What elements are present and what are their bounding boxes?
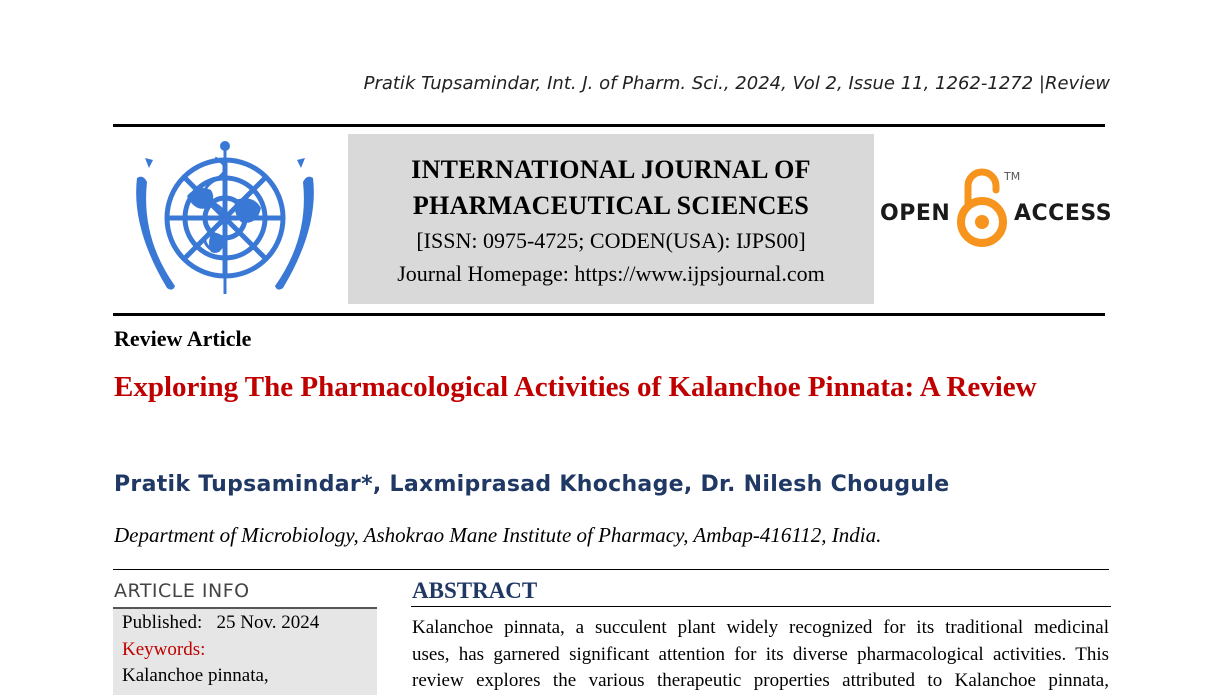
journal-masthead [348, 134, 874, 304]
running-header: Pratik Tupsamindar, Int. J. of Pharm. Sci., 2024, Vol 2, Issue 11, 1262-1272 |Review [363, 73, 1110, 94]
article-title: Exploring The Pharmacological Activities of Kalanchoe Pinnata: A Review [114, 371, 1037, 403]
journal-issn: [ISSN: 0975-4725; CODEN(USA): IJPS00] [416, 228, 806, 253]
emblem-logo [127, 138, 323, 304]
access-text: ACCESS [1014, 201, 1113, 226]
open-access-logo [880, 168, 1113, 254]
affiliation: Department of Microbiology, Ashokrao Mane Institute of Pharmacy, Ambap-416112, India. [114, 523, 882, 547]
abstract-heading: ABSTRACT [412, 578, 538, 603]
open-text: OPEN [880, 201, 951, 226]
section-divider [113, 569, 1109, 570]
trademark-mark: TM [1004, 170, 1021, 183]
abstract-rule [411, 606, 1111, 607]
keyword-item: Kalanchoe pinnata, [122, 665, 269, 686]
published-row: Published: 25 Nov. 2024 [122, 612, 320, 633]
header-bottom-rule [113, 313, 1105, 316]
article-type: Review Article [114, 326, 252, 351]
journal-homepage[interactable]: Journal Homepage: https://www.ijpsjournal.com [397, 261, 825, 286]
header-top-rule [113, 124, 1105, 127]
journal-name: INTERNATIONAL JOURNAL OF PHARMACEUTICAL SCIENCES [411, 155, 811, 220]
keywords-label: Keywords: [122, 639, 206, 660]
info-box-rule [113, 607, 377, 609]
article-info-box [113, 607, 377, 695]
abstract-body: Kalanchoe pinnata, a succulent plant widely recognized for its traditional medicinal uses, has garnered significant attention for its diverse pharmacological activities. This review explores the various therapeutic properties attributed to Kalanchoe pinnata, [412, 617, 1109, 691]
author-list: Pratik Tupsamindar*, Laxmiprasad Khochage, Dr. Nilesh Chougule [114, 472, 950, 497]
article-info-heading: ARTICLE INFO [114, 580, 250, 602]
